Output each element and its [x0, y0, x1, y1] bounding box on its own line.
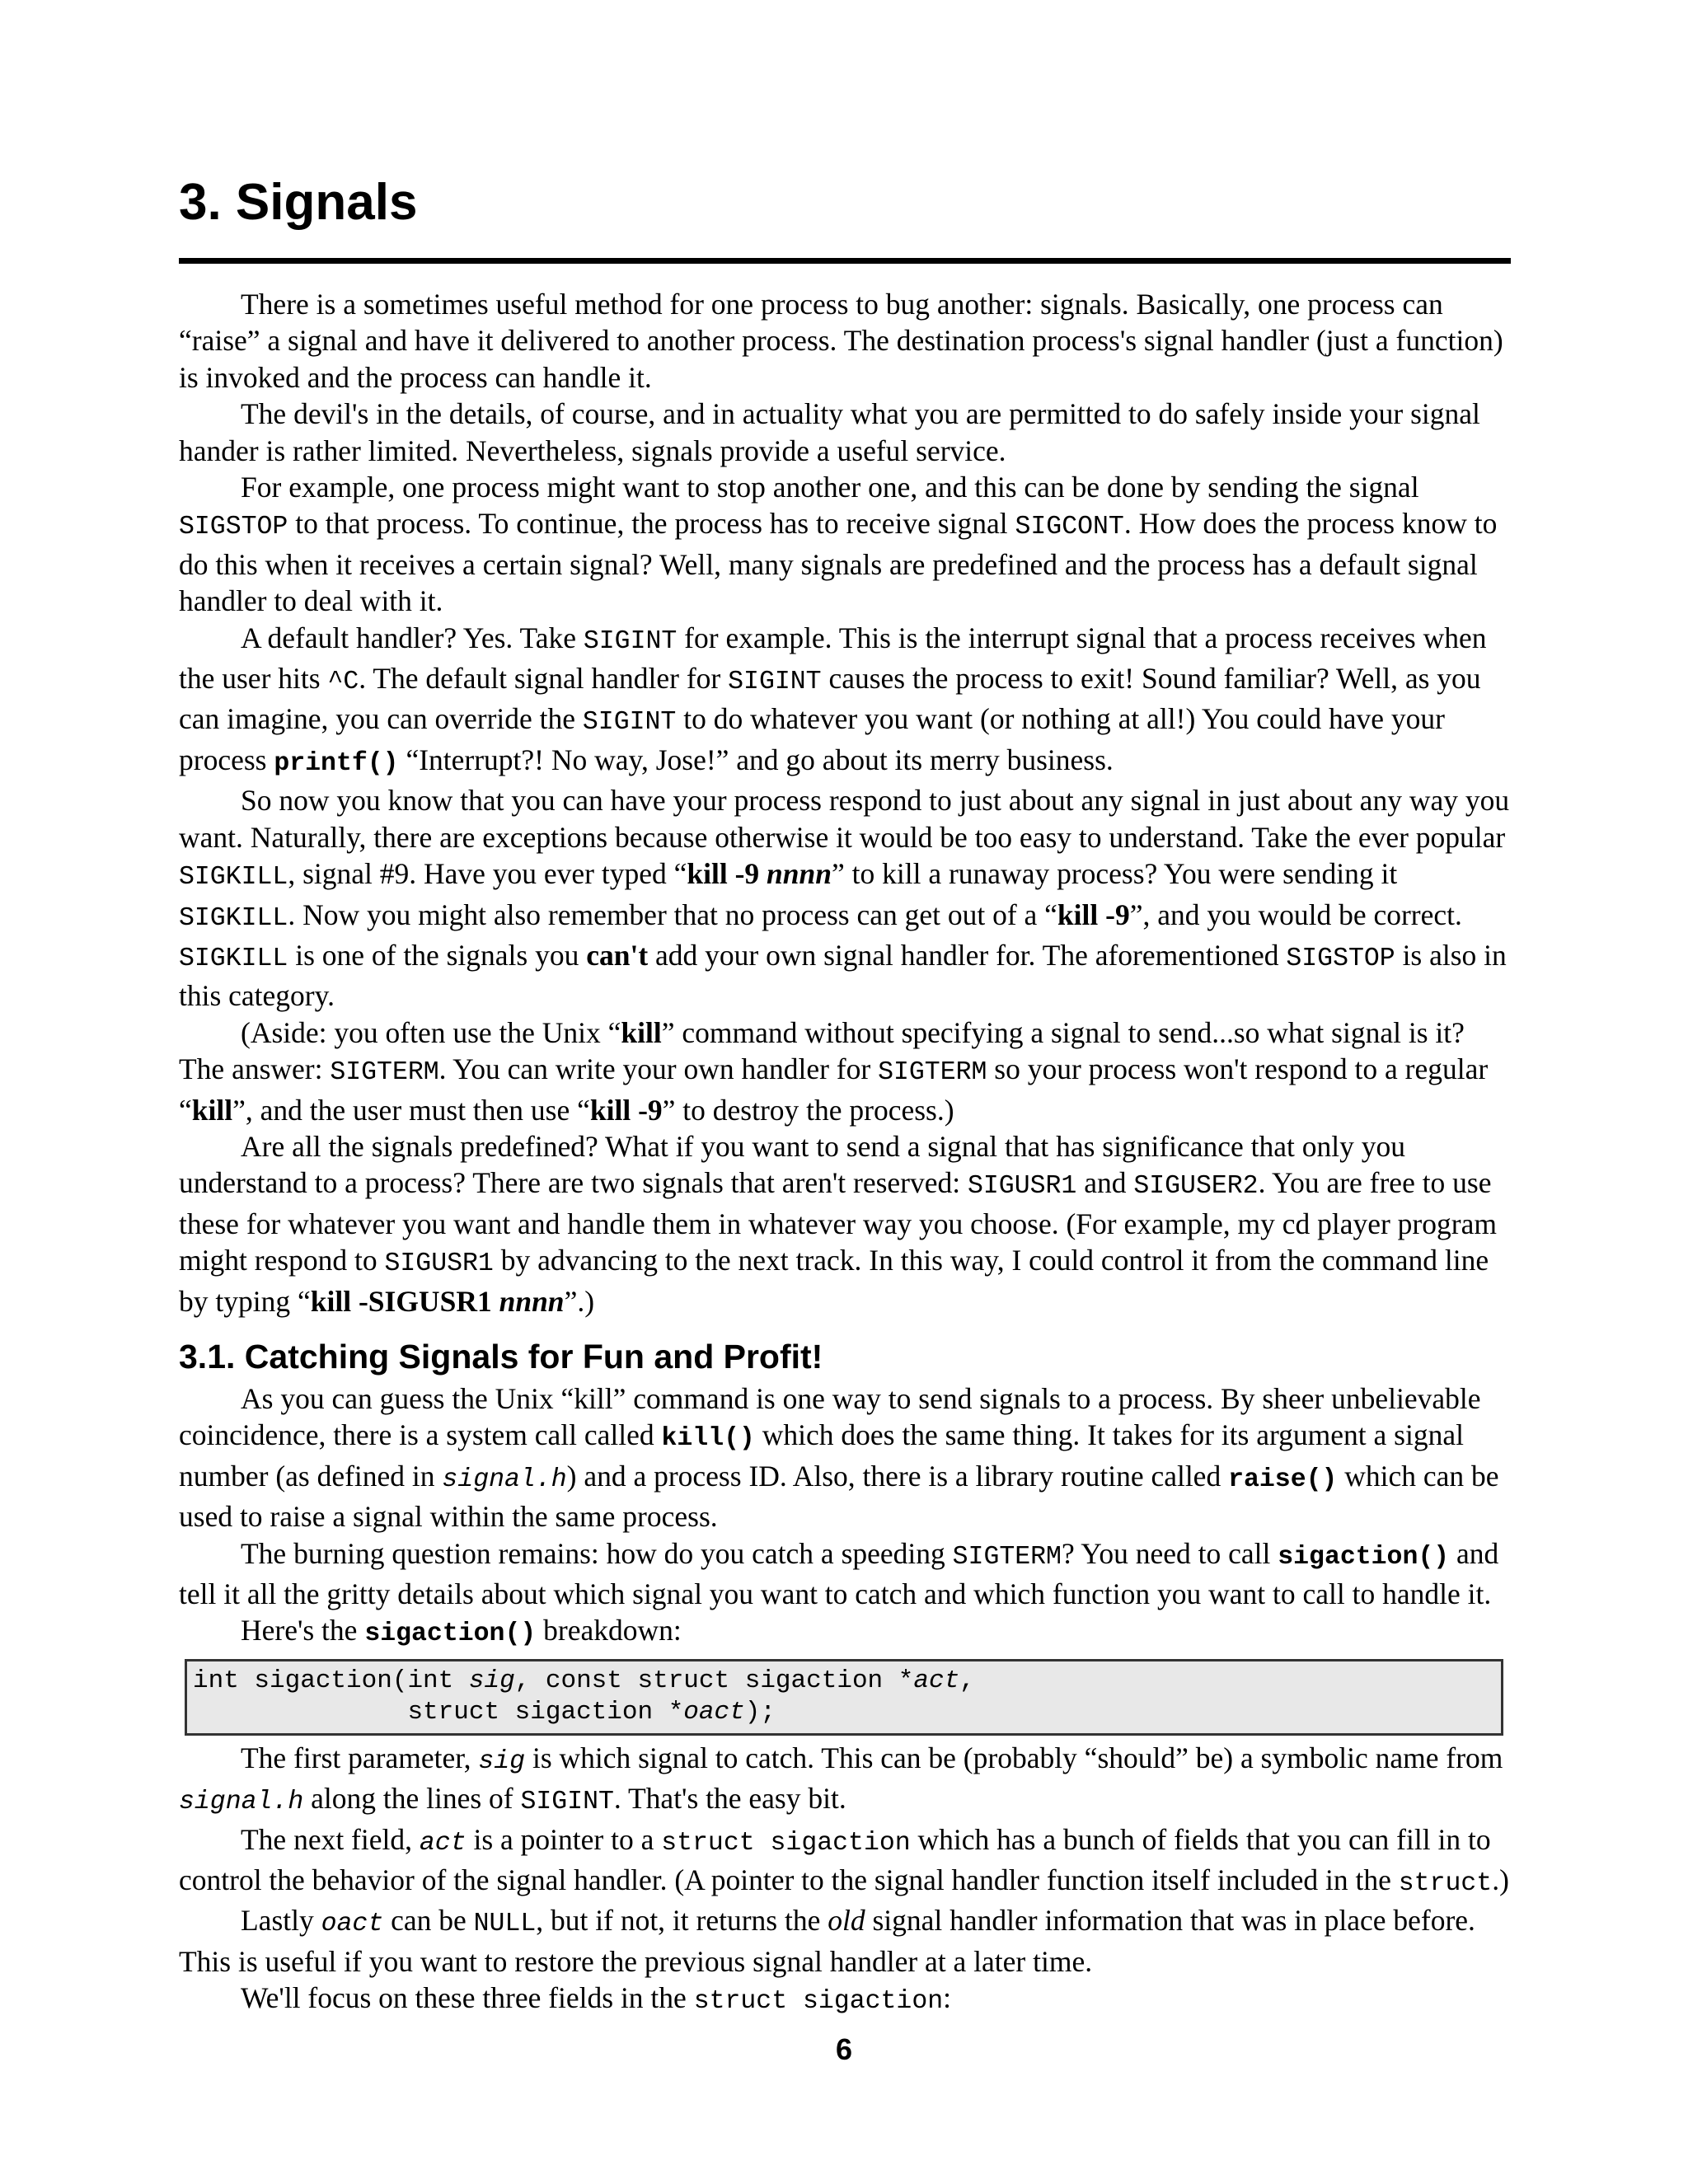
code-term: SIGSTOP [1286, 944, 1395, 973]
paragraph: A default handler? Yes. Take SIGINT for example. This is the interrupt signal that a process receives when the user hits ^C. The default signal handler for SIGINT causes the process to exit! Sound familiar? Well, as you can imagine, you can override the SIGINT to do whatever you want (or nothing at all!) You could have your process printf() “Interrupt?! No way, Jose!” and go about its merry business. [179, 621, 1487, 778]
header-file: signal.h [442, 1465, 567, 1494]
function-name: raise() [1228, 1465, 1338, 1494]
code-term: NULL [473, 1910, 537, 1939]
code-term: SIGINT [582, 708, 677, 738]
code-term: SIGINT [583, 626, 678, 656]
code-term: SIGTERM [878, 1058, 987, 1088]
code-term: struct sigaction [661, 1828, 911, 1858]
code-term: SIGSTOP [179, 513, 288, 542]
code-term: SIGTERM [330, 1058, 439, 1088]
command-text: kill -SIGUSR1 [310, 1284, 499, 1318]
paragraph: Are all the signals predefined? What if you want to send a signal that has significance that only you understand to a process? There are two signals that aren't reserved: SIGUSR1 and SIGUSER2. You are free to use these for whatever you want and handle them in whatever way you choose. (For example, my cd player program might respond to SIGUSR1 by advancing to the next track. In this way, I could control it from the command line by typing “kill -SIGUSR1 nnnn”.) [179, 1129, 1497, 1318]
page-number: 6 [835, 2032, 853, 2066]
title-rule [179, 258, 1511, 264]
emphasis: can't [586, 938, 649, 972]
function-name: sigaction() [364, 1619, 537, 1649]
chapter-title: 3. Signals [179, 174, 418, 231]
paragraph: (Aside: you often use the Unix “kill” command without specifying a signal to send...so what signal is it? The answer: SIGTERM. You can write your own handler for SIGTERM so your process won't respond to a regular “kill”, and the user must then use “kill -9” to destroy the process.) [179, 1015, 1489, 1127]
code-block: int sigaction(int sig, const struct sigaction *act, struct sigaction *oact); [185, 1659, 1503, 1736]
code-term: SIGUSR1 [967, 1172, 1077, 1202]
code-term: struct sigaction [693, 1987, 944, 2017]
code-term: SIGUSR1 [384, 1249, 494, 1279]
paragraph: The next field, act is a pointer to a struct sigaction which has a bunch of fields that you can fill in to control the behavior of the signal handler. (A pointer to the signal handler function itself included in the struct.) [179, 1822, 1509, 1899]
paragraph: We'll focus on these three fields in the struct sigaction: [241, 1981, 952, 2017]
function-name: kill() [661, 1424, 755, 1454]
paragraph: The devil's in the details, of course, and in actuality what you are permitted to do safely inside your signal hander is rather limited. Nevertheless, signals provide a useful service. [179, 397, 1480, 467]
section-heading: 3.1. Catching Signals for Fun and Profit! [179, 1337, 823, 1376]
emphasis: old [828, 1904, 865, 1938]
paragraph: As you can guess the Unix “kill” command is one way to send signals to a process. By sheer unbelievable coincidence, there is a system call called kill() which does the same thing. It takes for its argument a signal number (as defined in signal.h) and a process ID. Also, there is a library routine called raise() which can be used to raise a signal within the same process. [179, 1381, 1499, 1534]
code-term: SIGINT [728, 668, 822, 697]
function-name: printf() [274, 748, 399, 778]
paragraph: For example, one process might want to stop another one, and this can be done by sending the signal SIGSTOP to that process. To continue, the process has to receive signal SIGCONT. How does the process know to do this when it receives a certain signal? Well, many signals are predefined and the process has a default signal handler to deal with it. [179, 471, 1498, 618]
paragraph: Here's the sigaction() breakdown: [241, 1614, 682, 1649]
function-name: sigaction() [1278, 1542, 1450, 1572]
header-file: signal.h [179, 1788, 304, 1817]
paragraph: So now you know that you can have your process respond to just about any signal in just about any way you want. Naturally, there are exceptions because otherwise it would be too easy to understand. Take the ever popular SIGKILL, signal #9. Have you ever typed “kill -9 nnnn” to kill a runaway process? You were sending it SIGKILL. Now you might also remember that no process can get out of a “kill -9”, and you would be correct. SIGKILL is one of the signals you can't add your own signal handler for. The aforementioned SIGSTOP is also in this category. [179, 784, 1510, 1013]
command-arg: nnnn [499, 1284, 565, 1318]
code-term: SIGKILL [179, 944, 288, 973]
code-term: struct [1398, 1869, 1493, 1899]
command-arg: nnnn [767, 857, 832, 891]
code-term: SIGKILL [179, 863, 288, 893]
code-term: SIGUSER2 [1133, 1172, 1259, 1202]
command-text: kill -9 [589, 1093, 663, 1127]
paragraph: The first parameter, sig is which signal to catch. This can be (probably “should” be) a symbolic name from signal.h along the lines of SIGINT. That's the easy bit. [179, 1741, 1503, 1817]
code-term: SIGKILL [179, 903, 288, 933]
body-text [179, 286, 1511, 2021]
command-text: kill [191, 1093, 233, 1127]
code-term: SIGINT [520, 1788, 614, 1817]
command-text: kill -9 [687, 857, 767, 891]
param-name: sig [478, 1746, 526, 1776]
code-term: ^C [327, 668, 359, 697]
param-name: act [419, 1828, 467, 1858]
code-term: SIGTERM [952, 1542, 1062, 1572]
code-term: SIGCONT [1015, 513, 1124, 542]
paragraph: There is a sometimes useful method for one process to bug another: signals. Basically, one process can “raise” a signal and have it delivered to another process. The destination process's signal handler (just a function) is invoked and the process can handle it. [179, 288, 1503, 394]
command-text: kill [621, 1015, 662, 1049]
paragraph: Lastly oact can be NULL, but if not, it returns the old signal handler information that was in place before. This is useful if you want to restore the previous signal handler at a later time. [179, 1904, 1475, 1978]
paragraph: The burning question remains: how do you catch a speeding SIGTERM? You need to call sigaction() and tell it all the gritty details about which signal you want to catch and which function you want to call to handle it. [179, 1536, 1499, 1610]
param-name: oact [321, 1910, 384, 1939]
command-text: kill -9 [1057, 898, 1130, 931]
